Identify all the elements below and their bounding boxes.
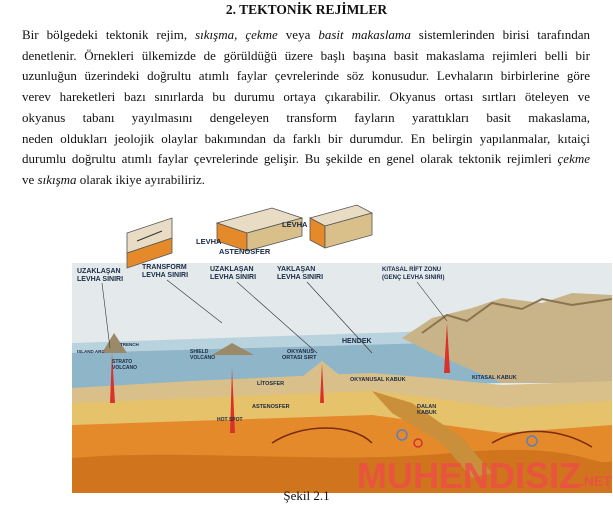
emphasis-cekme: çekme xyxy=(245,27,278,42)
label-litosfer: LİTOSFER xyxy=(257,381,285,387)
block-diagram-convergent xyxy=(310,205,372,248)
plate-tectonics-figure xyxy=(72,203,612,493)
paragraph-line-1 xyxy=(22,25,590,46)
label-yaklasan-a: YAKLAŞAN xyxy=(277,266,316,273)
text-run: veya xyxy=(277,27,319,42)
watermark-text: MUHENDISIZ xyxy=(357,455,581,493)
paragraph-line-4: verev hareketleri bazı sınırlarda bu durumu ortaya çıkarabilir. Okyanus ortası sırtları öteleyen ve xyxy=(22,89,590,105)
label-hendek: HENDEK xyxy=(342,338,372,345)
text-run: sistemlerinden birisi tarafından xyxy=(410,27,590,42)
paragraph-line-6: neden oldukları jeolojik olaylar bakımından da farklı bir durumdur. En belirgin yapılanmalar, kıtaiçi xyxy=(22,130,590,146)
label-astenosfer: ASTENOSFER xyxy=(252,404,290,410)
label-okyanus-sirt-a: OKYANUS xyxy=(287,349,314,355)
text-run: olarak ikiye ayırabiliriz. xyxy=(76,171,206,187)
paragraph-line-7 xyxy=(22,149,590,170)
paragraph-line-5: okyanus tabanı yayılmasını dengeleyen transform fayların yarattıkları basit makaslama, xyxy=(22,109,590,125)
text-run: ve xyxy=(22,171,38,187)
paragraph-line-3: uzunluğun üzerindeki doğrultu atımlı faylar çevrelerinde söz konusudur. Levhaların birbirlerine göre xyxy=(22,68,590,84)
emphasis-basit-makaslama: basit makaslama xyxy=(318,27,411,42)
emphasis-sikisma: sıkışma xyxy=(37,171,77,187)
label-transform-a: TRANSFORM xyxy=(142,264,187,271)
paragraph-line-2: denetlenir. Örnekleri ülkemizde de görüldüğü üzere başlı başına basit makaslama rejimleri belli bir xyxy=(22,47,590,63)
label-transform-b: LEVHA SINIRI xyxy=(142,272,189,279)
label-levha-right: LEVHA xyxy=(282,220,308,229)
body-paragraph xyxy=(22,25,590,191)
label-kitasal-kabuk: KITASAL KABUK xyxy=(472,375,517,381)
label-strato-a: STRATO xyxy=(112,359,133,365)
label-okyanusal-kabuk: OKYANUSAL KABUK xyxy=(350,377,406,383)
label-uzaklasan-1b: LEVHA SINIRI xyxy=(77,276,124,283)
section-title: 2. TEKTONİK REJİMLER xyxy=(225,2,388,17)
label-uzaklasan-2a: UZAKLAŞAN xyxy=(210,266,254,273)
text-run: Bir bölgedeki tektonik rejim, xyxy=(22,27,196,42)
label-strato-b: VOLCANO xyxy=(112,365,137,371)
label-uzaklasan-2b: LEVHA SINIRI xyxy=(210,274,257,281)
label-yaklasan-b: LEVHA SINIRI xyxy=(277,274,324,281)
label-top-astenosfer: ASTENOSFER xyxy=(219,247,271,256)
label-levha-left: LEVHA xyxy=(196,237,222,246)
block-diagram-transform xyxy=(217,208,302,251)
emphasis-sikisma: sıkışma xyxy=(195,27,235,42)
paragraph-line-8 xyxy=(22,170,590,191)
label-kitasal-rift-b: (GENÇ LEVHA SINIRI) xyxy=(382,275,445,281)
label-kitasal-rift-a: KITASAL RİFT ZONU xyxy=(382,267,442,273)
emphasis-cekme: çekme xyxy=(557,151,590,167)
label-island-arc: ISLAND ARC xyxy=(77,349,105,354)
label-shield-a: SHIELD xyxy=(190,349,209,355)
label-trench: TRENCH xyxy=(120,342,139,347)
block-diagram-divergent xyxy=(127,218,172,268)
label-okyanus-sirt-b: ORTASI SIRT xyxy=(282,355,317,361)
label-dalan-b: KABUK xyxy=(417,410,437,416)
label-hot-spot: HOT SPOT xyxy=(217,417,243,423)
label-dalan-a: DALAN xyxy=(417,404,437,410)
watermark-tld: .NET xyxy=(580,473,612,489)
label-shield-b: VOLCANO xyxy=(190,355,215,361)
text-run: durumlu doğrultu atımlı faylar çevrelerinde gelişir. Bu şekilde en genel olarak tektonik rejimleri xyxy=(22,151,558,167)
label-uzaklasan-1a: UZAKLAŞAN xyxy=(77,268,121,275)
figure-caption: Şekil 2.1 xyxy=(283,488,330,503)
text-run: , xyxy=(234,27,246,42)
